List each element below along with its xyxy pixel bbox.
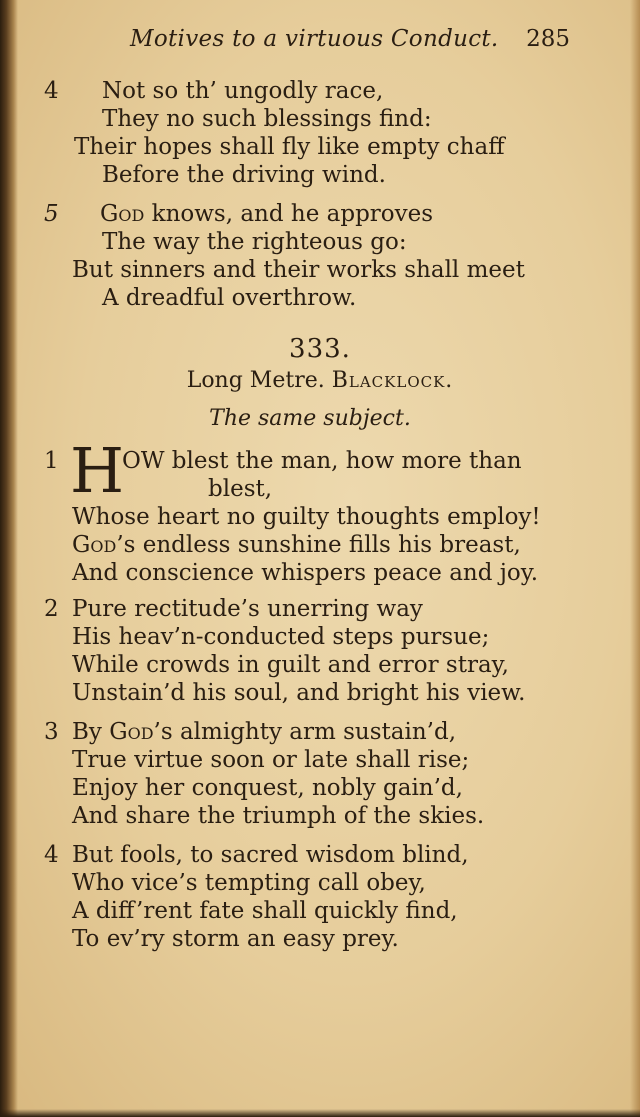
verse-number: 4 xyxy=(44,78,59,104)
verse-line: To ev’ry storm an easy prey. xyxy=(72,926,399,952)
verse-number: 1 xyxy=(44,448,59,474)
page-bottom-edge xyxy=(0,1109,640,1117)
book-gutter xyxy=(0,0,18,1117)
divine-name: God xyxy=(72,532,117,558)
verse-line: They no such blessings find: xyxy=(102,106,432,132)
verse-line: blest, xyxy=(208,476,273,502)
verse-line-text: By xyxy=(72,719,110,745)
verse-line: A dreadful overthrow. xyxy=(102,285,357,311)
verse-line: Pure rectitude’s unerring way xyxy=(72,596,423,622)
verse-line: But fools, to sacred wisdom blind, xyxy=(72,842,469,868)
verse-line: Not so th’ ungodly race, xyxy=(102,78,384,104)
verse-line: Whose heart no guilty thoughts employ! xyxy=(72,504,541,530)
verse-number: 3 xyxy=(44,719,59,745)
verse-line: And conscience whispers peace and joy. xyxy=(72,560,539,586)
verse-line xyxy=(72,530,521,560)
verse-line: A diff’rent fate shall quickly find, xyxy=(72,898,458,924)
verse-line: His heav’n-conducted steps pursue; xyxy=(72,624,490,650)
hymn-subject: The same subject. xyxy=(209,406,411,431)
meter-label: Long Metre. xyxy=(186,368,325,393)
verse-line-text: ’s endless sunshine fills his breast, xyxy=(116,532,521,558)
verse-line: True virtue soon or late shall rise; xyxy=(72,747,470,773)
divine-name: God xyxy=(100,201,145,227)
drop-cap: H xyxy=(70,434,125,507)
page-header xyxy=(130,26,570,60)
running-title: Motives to a virtuous Conduct. xyxy=(130,26,499,52)
verse-line: And share the triumph of the skies. xyxy=(72,803,485,829)
hymn-number: 333. xyxy=(289,334,351,364)
verse-line-text: ’s almighty arm sustain’d, xyxy=(153,719,457,745)
page-number: 285 xyxy=(526,26,570,52)
verse-number: 2 xyxy=(44,596,59,622)
verse-line: Their hopes shall fly like empty chaff xyxy=(74,134,505,160)
verse-line-text: knows, and he approves xyxy=(144,201,434,227)
verse-line: Unstain’d his soul, and bright his view. xyxy=(72,680,526,706)
verse-line: Who vice’s tempting call obey, xyxy=(72,870,426,896)
verse-line: Enjoy her conquest, nobly gain’d, xyxy=(72,775,463,801)
hymn-author: Blacklock. xyxy=(331,368,454,393)
divine-name: God xyxy=(109,719,154,745)
page-edge xyxy=(630,0,640,1117)
verse-line xyxy=(72,717,456,747)
verse-number: 4 xyxy=(44,842,59,868)
verse-line: OW blest the man, how more than xyxy=(122,448,522,474)
hymn-meter xyxy=(0,368,640,393)
verse-line: While crowds in guilt and error stray, xyxy=(72,652,509,678)
verse-number: 5 xyxy=(44,201,59,227)
verse-line: But sinners and their works shall meet xyxy=(72,257,525,283)
verse-line: The way the righteous go: xyxy=(102,229,407,255)
verse-line: Before the driving wind. xyxy=(102,162,386,188)
verse-line xyxy=(100,199,433,229)
